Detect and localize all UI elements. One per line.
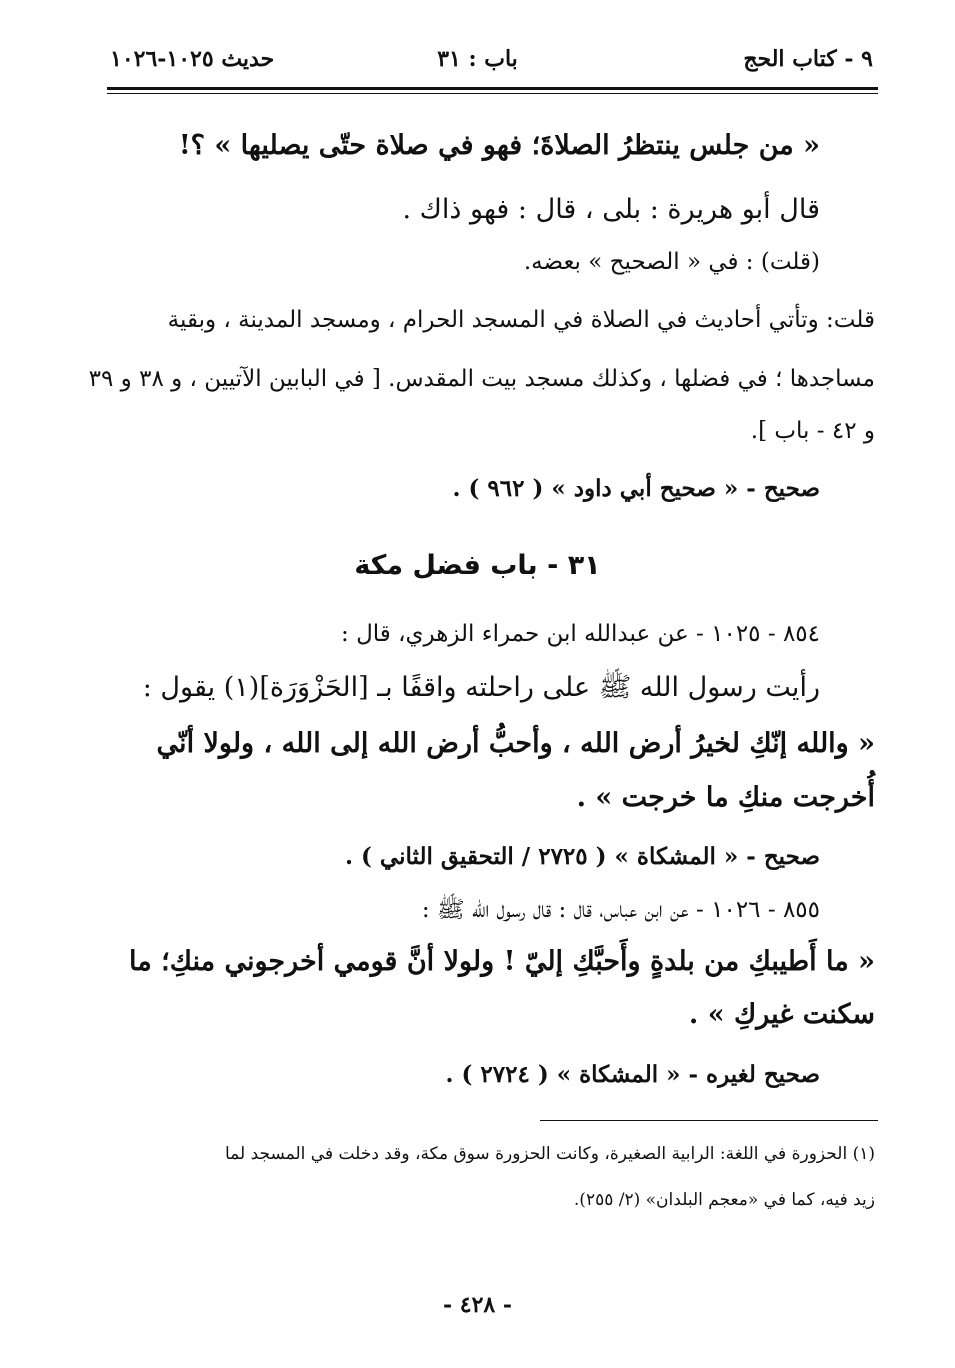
body-line-4: قلت: وتأتي أحاديث في الصلاة في المسجد الحرام ، ومسجد المدينة ، وبقية [167, 307, 875, 333]
body-line-2: قال أبو هريرة : بلى ، قال : فهو ذاك . [402, 194, 820, 225]
body-line-6: و ٤٢ - باب ]. [750, 418, 875, 444]
header-chapter: باب : ٣١ [437, 46, 518, 72]
body-line-1: « من جلس ينتظرُ الصلاةَ؛ فهو في صلاة حتّى يصليها » ؟! [178, 130, 820, 161]
footnote-rule [540, 1120, 878, 1121]
hadith-854-line-b: « والله إنّكِ لخيرُ أرض الله ، وأحبُّ أرض الله إلى الله ، ولولا أنّي [156, 728, 875, 759]
hadith-855-line-b: سكنت غيركِ » . [688, 999, 875, 1030]
hadith-854-line-c: أُخرجت منكِ ما خرجت » . [576, 782, 875, 813]
footnote-line-2: زيد فيه، كما في «معجم البلدان» (٢/ ٢٥٥). [573, 1190, 875, 1210]
body-line-5: مساجدها ؛ في فضلها ، وكذلك مسجد بيت المقدس. [ في البابين الآتيين ، و ٣٨ و ٣٩ [88, 366, 875, 392]
page-number: - ٤٢٨ - [442, 1292, 513, 1318]
footnote-line-1: (١) الحزورة في اللغة: الرابية الصغيرة، وكانت الحزورة سوق مكة، وقد دخلت في المسجد لما [225, 1144, 875, 1164]
hadith-854-header: ٨٥٤ - ١٠٢٥ - عن عبدالله ابن حمراء الزهري، قال : [341, 621, 820, 647]
header-rule-thin [107, 93, 878, 94]
header-hadith-range: حديث ١٠٢٥-١٠٢٦ [110, 46, 275, 72]
body-line-3: (قلت) : في « الصحيح » بعضه. [523, 249, 820, 275]
header-rule-thick [107, 87, 878, 90]
hadith-855-header: ٨٥٥ - ١٠٢٦ - عن ابن عباس، قال : قال رسول الله ﷺ : [421, 897, 820, 923]
header-book: ٩ - كتاب الحج [743, 46, 873, 72]
hadith-855-line-a: « ما أَطيبكِ من بلدةٍ وأَحبَّكِ إليّ ! ولولا أنَّ قومي أخرجوني منكِ؛ ما [129, 946, 875, 977]
grade-line: صحيح - « صحيح أبي داود » ( ٩٦٢ ) . [452, 475, 820, 502]
chapter-title: ٣١ - باب فضل مكة [354, 550, 601, 581]
hadith-854-line-a: رأيت رسول الله ﷺ على راحلته واقفًا بـ [الحَزْوَرَة](١) يقول : [142, 672, 820, 703]
hadith-854-grade: صحيح - « المشكاة » ( ٢٧٢٥ / التحقيق الثاني ) . [345, 843, 820, 870]
hadith-855-grade: صحيح لغيره - « المشكاة » ( ٢٧٢٤ ) . [445, 1061, 820, 1088]
